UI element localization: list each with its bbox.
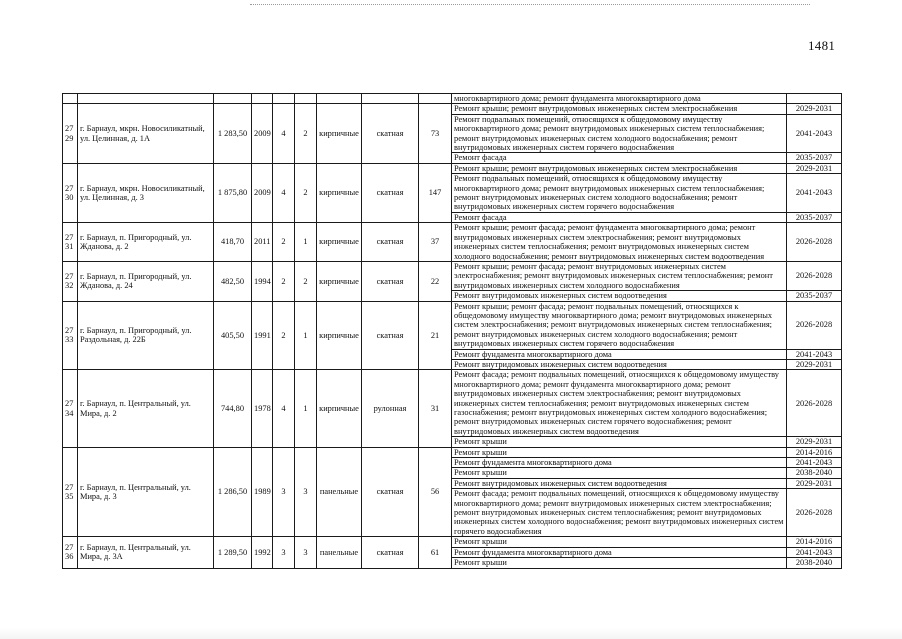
floors-cell: 3 [273, 447, 295, 537]
period-cell: 2029-2031 [787, 437, 842, 447]
entrances-cell: 1 [295, 370, 317, 447]
work-description-cell: Ремонт фундамента многоквартирного дома [452, 458, 787, 468]
work-description-cell: Ремонт крыши; ремонт фасада; ремонт фундамента многоквартирного дома; ремонт внутридомовых инженерных систем электроснабжения; ремонт внутридомовых инженерных систем теплоснабжения; ремонт внутридомовых инженерных систем холодного водоснабжения; ремонт внутридомовых инженерных систем водоотведения [452, 223, 787, 262]
period-cell: 2041-2043 [787, 458, 842, 468]
address-cell: г. Барнаул, п. Центральный, ул. Мира, д. 3А [78, 537, 214, 568]
period-cell: 2029-2031 [787, 163, 842, 173]
work-description-cell: Ремонт крыши [452, 537, 787, 547]
period-cell: 2029-2031 [787, 104, 842, 114]
period-cell: 2026-2028 [787, 370, 842, 437]
address-cell: г. Барнаул, мкрн. Новосиликатный, ул. Целинная, д. 3 [78, 163, 214, 222]
residents-cell: 73 [419, 104, 452, 163]
work-description-cell: Ремонт крыши [452, 468, 787, 478]
entrances-cell: 2 [295, 261, 317, 301]
entrances-cell: 1 [295, 223, 317, 262]
year-cell: 2009 [252, 163, 273, 222]
scan-bottom-edge [0, 628, 902, 639]
work-description-cell: Ремонт фундамента многоквартирного дома [452, 547, 787, 557]
floors-cell: 2 [273, 223, 295, 262]
table-body [63, 94, 842, 569]
work-description-cell: Ремонт фасада; ремонт подвальных помещений, относящихся к общедомовому имуществу многоквартирного дома; ремонт внутридомовых инженерных систем электроснабжения; ремонт внутридомовых инженерных систем теплоснабжения; ремонт внутридомовых инженерных систем холодного водоснабжения; ремонт внутридомовых инженерных систем горячего водоснабжения [452, 489, 787, 537]
work-description-cell: Ремонт крыши; ремонт внутридомовых инженерных систем электроснабжения [452, 104, 787, 114]
work-description-cell: Ремонт крыши; ремонт фасада; ремонт внутридомовых инженерных систем электроснабжения; ремонт внутридомовых инженерных систем теплоснабжения; ремонт внутридомовых инженерных систем холодного водоснабжения [452, 261, 787, 290]
period-cell: 2038-2040 [787, 558, 842, 568]
area-cell: 744,80 [214, 370, 252, 447]
wall-material-cell: кирпичные [317, 223, 362, 262]
entrances-cell: 2 [295, 163, 317, 222]
roof-type-cell: скатная [362, 104, 419, 163]
row-number-cell: 2736 [63, 537, 78, 568]
row-number-cell: 2729 [63, 104, 78, 163]
work-description-cell: Ремонт крыши [452, 447, 787, 457]
wall-material-cell: панельные [317, 447, 362, 537]
period-cell: 2026-2028 [787, 301, 842, 349]
roof-type-cell: скатная [362, 261, 419, 301]
building-row [63, 537, 842, 547]
period-cell: 2041-2043 [787, 547, 842, 557]
address-cell: г. Барнаул, п. Пригородный, ул. Раздольная, д. 22Б [78, 301, 214, 370]
work-description-cell: Ремонт крыши [452, 558, 787, 568]
address-cell: г. Барнаул, мкрн. Новосиликатный, ул. Целинная, д. 1А [78, 104, 214, 163]
residents-cell: 61 [419, 537, 452, 568]
entrances-cell: 2 [295, 104, 317, 163]
area-cell: 1 289,50 [214, 537, 252, 568]
period-cell: 2029-2031 [787, 359, 842, 369]
roof-type-cell: рулонная [362, 370, 419, 447]
address-cell: г. Барнаул, п. Центральный, ул. Мира, д. 3 [78, 447, 214, 537]
area-cell: 1 283,50 [214, 104, 252, 163]
address-cell: г. Барнаул, п. Пригородный, ул. Жданова, д. 2 [78, 223, 214, 262]
period-cell: 2038-2040 [787, 468, 842, 478]
residents-cell: 147 [419, 163, 452, 222]
work-description-cell: Ремонт фасада [452, 212, 787, 222]
capital-repair-table [62, 93, 842, 569]
residents-cell: 22 [419, 261, 452, 301]
entrances-cell: 3 [295, 447, 317, 537]
roof-type-cell: скатная [362, 163, 419, 222]
building-row [63, 223, 842, 262]
year-cell: 2009 [252, 104, 273, 163]
period-cell: 2041-2043 [787, 349, 842, 359]
work-description-cell: многоквартирного дома; ремонт фундамента многоквартирного дома [452, 94, 787, 104]
address-cell: г. Барнаул, п. Центральный, ул. Мира, д. 2 [78, 370, 214, 447]
wall-material-cell: кирпичные [317, 301, 362, 370]
area-cell: 1 875,80 [214, 163, 252, 222]
period-cell: 2014-2016 [787, 537, 842, 547]
work-description-cell: Ремонт крыши; ремонт фасада; ремонт подвальных помещений, относящихся к общедомовому имуществу многоквартирного дома; ремонт внутридомовых инженерных систем электроснабжения; ремонт внутридомовых инженерных систем теплоснабжения; ремонт внутридомовых инженерных систем холодного водоснабжения; ремонт внутридомовых инженерных систем горячего водоснабжения [452, 301, 787, 349]
period-cell: 2041-2043 [787, 114, 842, 153]
building-row [63, 370, 842, 437]
residents-cell: 37 [419, 223, 452, 262]
roof-type-cell: скатная [362, 301, 419, 370]
wall-material-cell: панельные [317, 537, 362, 568]
work-description-cell: Ремонт внутридомовых инженерных систем водоотведения [452, 291, 787, 301]
wall-material-cell: кирпичные [317, 104, 362, 163]
work-description-cell: Ремонт внутридомовых инженерных систем водоотведения [452, 478, 787, 488]
work-description-cell: Ремонт внутридомовых инженерных систем водоотведения [452, 359, 787, 369]
area-cell: 1 286,50 [214, 447, 252, 537]
roof-type-cell: скатная [362, 223, 419, 262]
period-cell: 2026-2028 [787, 223, 842, 262]
page-number: 1481 [808, 38, 836, 53]
year-cell: 1992 [252, 537, 273, 568]
period-cell: 2035-2037 [787, 291, 842, 301]
scan-top-rule [250, 4, 810, 5]
roof-type-cell: скатная [362, 537, 419, 568]
wall-material-cell: кирпичные [317, 370, 362, 447]
carryover-row [63, 94, 842, 104]
area-cell: 405,50 [214, 301, 252, 370]
work-description-cell: Ремонт подвальных помещений, относящихся к общедомовому имуществу многоквартирного дома; ремонт внутридомовых инженерных систем теплоснабжения; ремонт внутридомовых инженерных систем холодного водоснабжения; ремонт внутридомовых инженерных систем горячего водоснабжения [452, 174, 787, 213]
residents-cell: 21 [419, 301, 452, 370]
work-description-cell: Ремонт фундамента многоквартирного дома [452, 349, 787, 359]
area-cell: 482,50 [214, 261, 252, 301]
year-cell: 2011 [252, 223, 273, 262]
area-cell: 418,70 [214, 223, 252, 262]
work-description-cell: Ремонт фасада [452, 153, 787, 163]
row-number-cell: 2734 [63, 370, 78, 447]
floors-cell: 2 [273, 261, 295, 301]
residents-cell: 56 [419, 447, 452, 537]
year-cell: 1991 [252, 301, 273, 370]
work-description-cell: Ремонт крыши; ремонт внутридомовых инженерных систем электроснабжения [452, 163, 787, 173]
wall-material-cell: кирпичные [317, 163, 362, 222]
building-row [63, 447, 842, 457]
period-cell: 2026-2028 [787, 489, 842, 537]
year-cell: 1989 [252, 447, 273, 537]
row-number-cell: 2730 [63, 163, 78, 222]
entrances-cell: 1 [295, 301, 317, 370]
residents-cell: 31 [419, 370, 452, 447]
work-description-cell: Ремонт крыши [452, 437, 787, 447]
period-cell: 2035-2037 [787, 153, 842, 163]
floors-cell: 4 [273, 370, 295, 447]
row-number-cell: 2731 [63, 223, 78, 262]
floors-cell: 2 [273, 301, 295, 370]
building-row [63, 163, 842, 173]
floors-cell: 4 [273, 163, 295, 222]
period-cell: 2026-2028 [787, 261, 842, 290]
address-cell: г. Барнаул, п. Пригородный, ул. Жданова, д. 24 [78, 261, 214, 301]
row-number-cell: 2733 [63, 301, 78, 370]
year-cell: 1994 [252, 261, 273, 301]
period-cell: 2035-2037 [787, 212, 842, 222]
building-row [63, 261, 842, 290]
building-row [63, 301, 842, 349]
period-cell: 2029-2031 [787, 478, 842, 488]
period-cell: 2041-2043 [787, 174, 842, 213]
row-number-cell: 2732 [63, 261, 78, 301]
row-number-cell: 2735 [63, 447, 78, 537]
building-row [63, 104, 842, 114]
wall-material-cell: кирпичные [317, 261, 362, 301]
floors-cell: 3 [273, 537, 295, 568]
period-cell: 2014-2016 [787, 447, 842, 457]
entrances-cell: 3 [295, 537, 317, 568]
work-description-cell: Ремонт подвальных помещений, относящихся к общедомовому имуществу многоквартирного дома; ремонт внутридомовых инженерных систем теплоснабжения; ремонт внутридомовых инженерных систем холодного водоснабжения; ремонт внутридомовых инженерных систем горячего водоснабжения [452, 114, 787, 153]
floors-cell: 4 [273, 104, 295, 163]
year-cell: 1978 [252, 370, 273, 447]
work-description-cell: Ремонт фасада; ремонт подвальных помещений, относящихся к общедомовому имуществу многоквартирного дома; ремонт фундамента многоквартирного дома; ремонт внутридомовых инженерных систем электроснабжения; ремонт внутридомовых инженерных систем теплоснабжения; ремонт внутридомовых инженерных систем газоснабжения; ремонт внутридомовых инженерных систем холодного водоснабжения; ремонт внутридомовых инженерных систем горячего водоснабжения; ремонт внутридомовых инженерных систем водоотведения [452, 370, 787, 437]
roof-type-cell: скатная [362, 447, 419, 537]
